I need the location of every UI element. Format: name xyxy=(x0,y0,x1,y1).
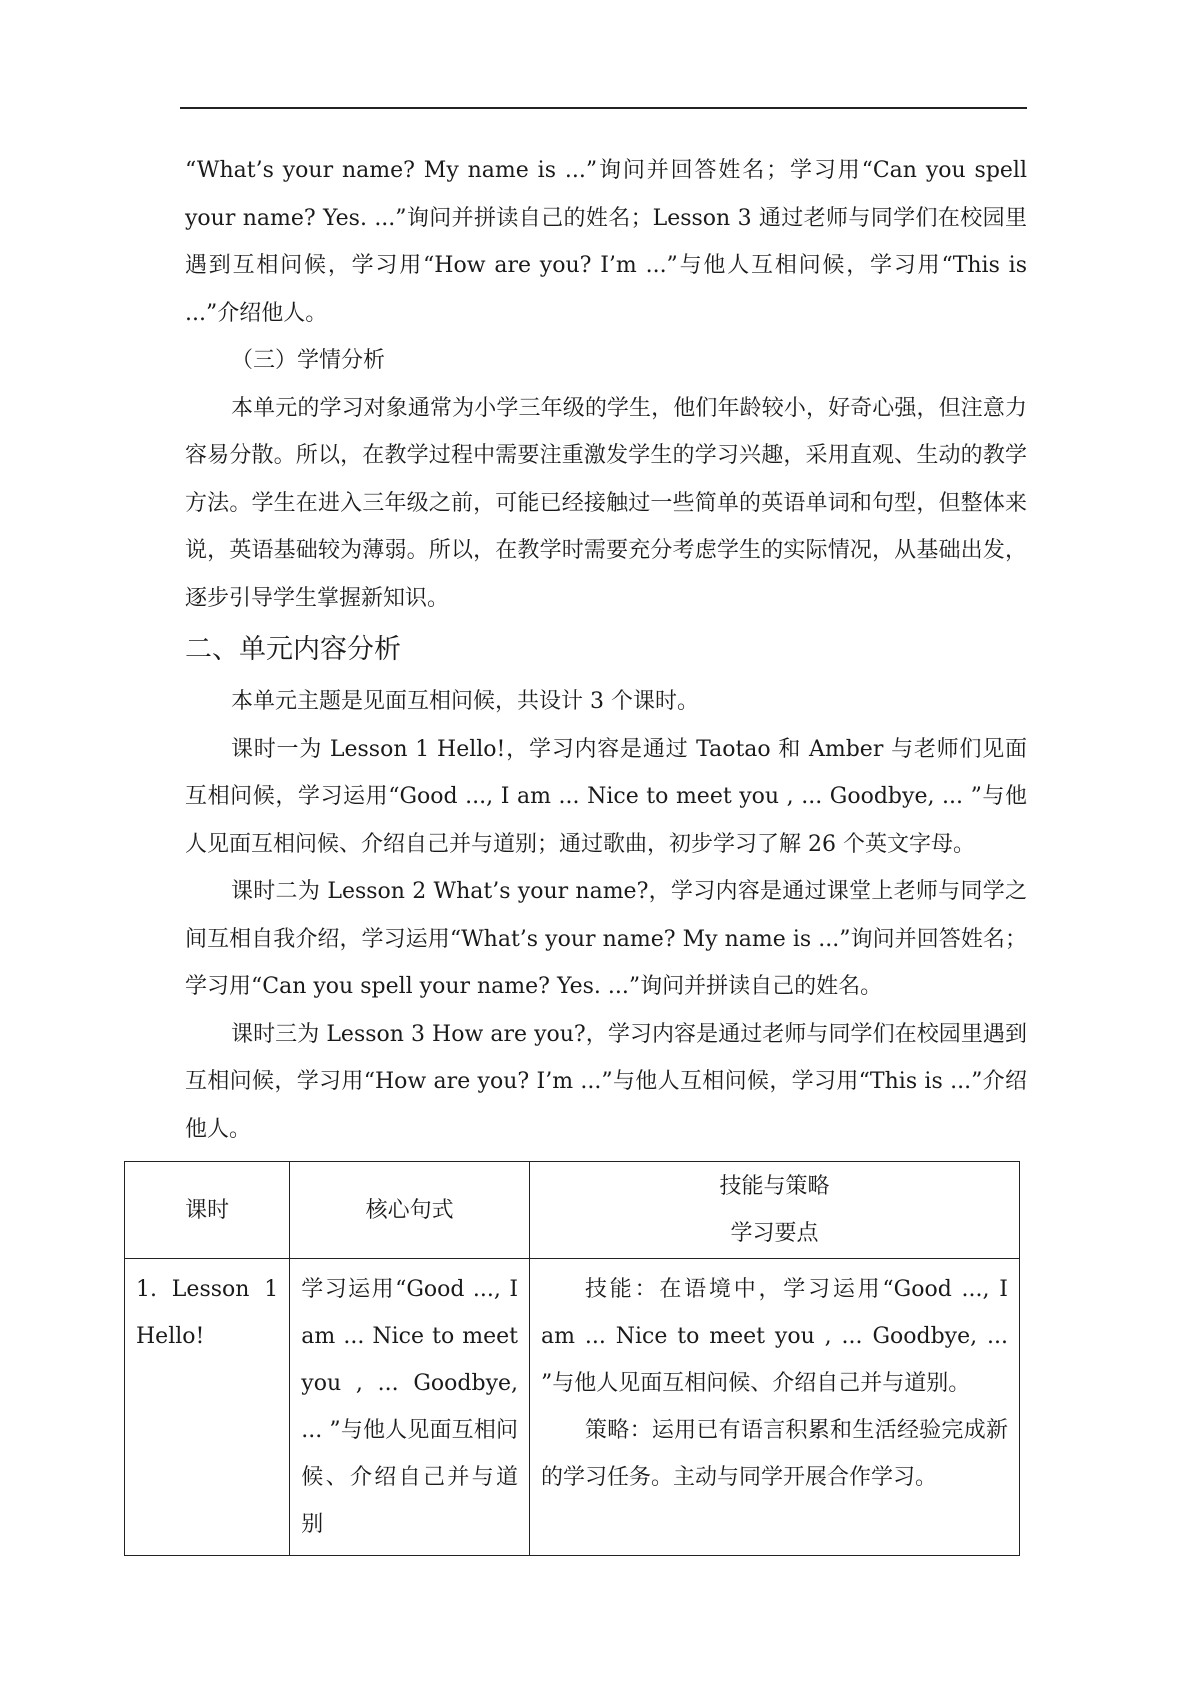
row1-skill: 技能：在语境中，学习运用“Good ..., I am ... Nice to meet you , ... Goodbye, ... ”与他人见面互相问候、介绍自己并与道别。 xyxy=(541,1277,1008,1396)
learner-analysis-paragraph: 本单元的学习对象通常为小学三年级的学生，他们年龄较小，好奇心强，但注意力容易分散。所以，在教学过程中需要注重激发学生的学习兴趣，采用直观、生动的教学方法。学生在进入三年级之前，可能已经接触过一些简单的英语单词和句型，但整体来说，英语基础较为薄弱。所以，在教学时需要充分考虑学生的实际情况，从基础出发，逐步引导学生掌握新知识。 xyxy=(185,395,1027,611)
header-pattern: 核心句式 xyxy=(290,1162,530,1259)
paragraph-continued: “What’s your name? My name is ...”询问并回答姓名；学习用“Can you spell your name? Yes. ...”询问并拼读自己的姓名；Lesson 3 通过老师与同学们在校园里遇到互相问候，学习用“How are you? I’m ...”与他人互相问候，学习用“This is ...”介绍他人。 xyxy=(185,158,1027,326)
section-two-heading: 二、单元内容分析 xyxy=(185,634,401,665)
header-skills xyxy=(530,1162,1020,1259)
table-header-row xyxy=(125,1162,1020,1259)
lesson-two-paragraph: 课时二为 Lesson 2 What’s your name?，学习内容是通过课堂上老师与同学之间互相自我介绍，学习运用“What’s your name? My name is ...”询问并回答姓名；学习用“Can you spell your name? Yes. ...”询问并拼读自己的姓名。 xyxy=(185,879,1027,999)
lesson-three-paragraph: 课时三为 Lesson 3 How are you?，学习内容是通过老师与同学们在校园里遇到互相问候，学习用“How are you? I’m ...”与他人互相问候，学习用“This is ...”介绍他人。 xyxy=(185,1021,1027,1142)
lesson-table xyxy=(124,1161,1020,1556)
table-row xyxy=(125,1259,1020,1556)
row1-strategy: 策略：运用已有语言积累和生活经验完成新的学习任务。主动与同学开展合作学习。 xyxy=(541,1418,1008,1490)
header-lesson: 课时 xyxy=(125,1162,290,1259)
header-rule xyxy=(180,107,1027,109)
unit-intro-paragraph: 本单元主题是见面互相问候，共设计 3 个课时。 xyxy=(231,689,699,714)
row1-lesson: 1. Lesson 1 Hello! xyxy=(136,1277,279,1349)
row1-pattern: 学习运用“Good ..., I am ... Nice to meet you , ... Goodbye, ... ”与他人见面互相问候、介绍自己并与道别 xyxy=(301,1277,519,1537)
section-three-heading: （三）学情分析 xyxy=(231,348,386,373)
row1-skills xyxy=(531,1260,1018,1507)
header-skills-line1: 技能与策略 xyxy=(719,1174,830,1199)
lesson-one-paragraph: 课时一为 Lesson 1 Hello!，学习内容是通过 Taotao 和 Amber 与老师们见面互相问候，学习运用“Good ..., I am ... Nice to meet you , ... Goodbye, ... ”与他人见面互相问候、介绍自己并与道别；通过歌曲，初步学习了解 26 个英文字母。 xyxy=(185,736,1027,857)
document-body xyxy=(185,147,1027,1153)
header-skills-line2: 学习要点 xyxy=(730,1221,819,1246)
